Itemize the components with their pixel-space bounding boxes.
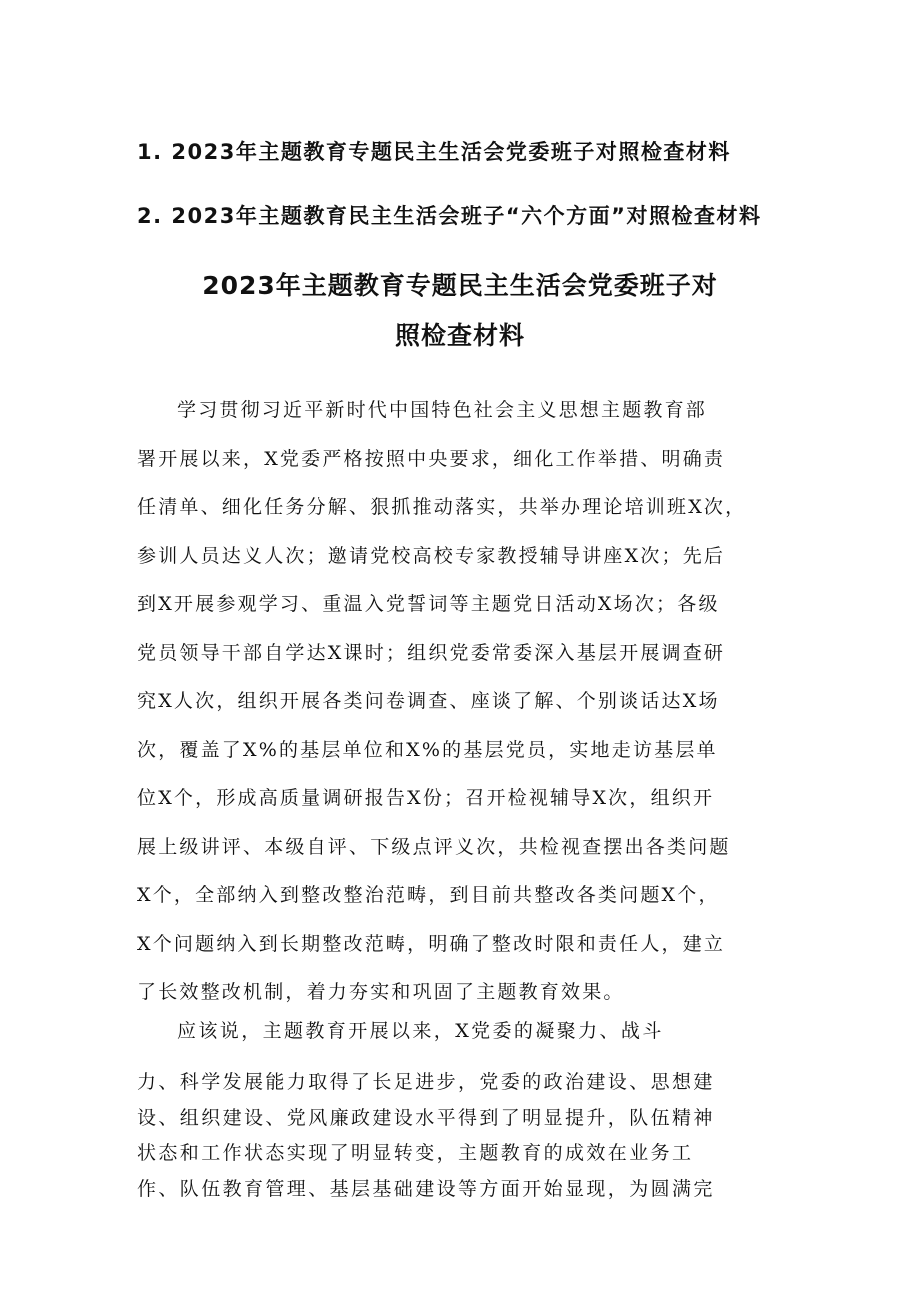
paragraph-line: 位X个，形成高质量调研报告X份；召开检视辅导X次，组织开	[137, 787, 715, 809]
paragraph-line: 作、队伍教育管理、基层基础建设等方面开始显现，为圆满完	[137, 1177, 715, 1200]
paragraph-line: 状态和工作状态实现了明显转变，主题教育的成效在业务工	[137, 1142, 694, 1164]
document-title-line-1: 2023年主题教育专题民主生活会党委班子对	[202, 271, 718, 300]
paragraph-line: X个问题纳入到长期整改范畴，明确了整改时限和责任人，建立	[137, 932, 726, 955]
paragraph-line: 究X人次，组织开展各类问卷调查、座谈了解、个别谈话达X场	[137, 690, 720, 712]
paragraph-line: 任清单、细化任务分解、狠抓推动落实，共举办理论培训班X次，	[137, 496, 747, 518]
paragraph-line: 到X开展参观学习、重温入党誓词等主题党日活动X场次；各级	[137, 593, 720, 615]
paragraph-line: 署开展以来，X党委严格按照中央要求，细化工作举措、明确责	[137, 447, 726, 470]
paragraph-line: 次，覆盖了X%的基层单位和X%的基层党员，实地走访基层单	[137, 738, 718, 761]
paragraph-line: X个，全部纳入到整改整治范畴，到目前共整改各类问题X个，	[137, 884, 720, 906]
body-paragraph-1	[137, 386, 797, 1017]
document-title-line-2: 照检查材料	[394, 321, 525, 350]
paragraph-line: 党员领导干部自学达X课时；组织党委常委深入基层开展调查研	[137, 641, 726, 664]
paragraph-line: 了长效整改机制，着力夯实和巩固了主题教育效果。	[137, 981, 625, 1003]
paragraph-line: 学习贯彻习近平新时代中国特色社会主义思想主题教育部	[177, 399, 708, 421]
toc-item-2: 2. 2023年主题教育民主生活会班子“六个方面”对照检查材料	[137, 204, 762, 228]
toc-item-1: 1. 2023年主题教育专题民主生活会党委班子对照检查材料	[137, 140, 731, 164]
paragraph-line: 展上级讲评、本级自评、下级点评义次，共检视查摆出各类问题	[137, 835, 731, 858]
paragraph-line: 设、组织建设、党风廉政建设水平得到了明显提升，队伍精神	[137, 1106, 715, 1129]
paragraph-line: 力、科学发展能力取得了长足进步，党委的政治建设、思想建	[137, 1071, 715, 1093]
paragraph-line: 参训人员达义人次；邀请党校高校专家教授辅导讲座X次；先后	[137, 544, 726, 567]
body-paragraph-2	[137, 1013, 797, 1207]
paragraph-line: 应该说，主题教育开展以来，X党委的凝聚力、战斗	[177, 1020, 664, 1042]
